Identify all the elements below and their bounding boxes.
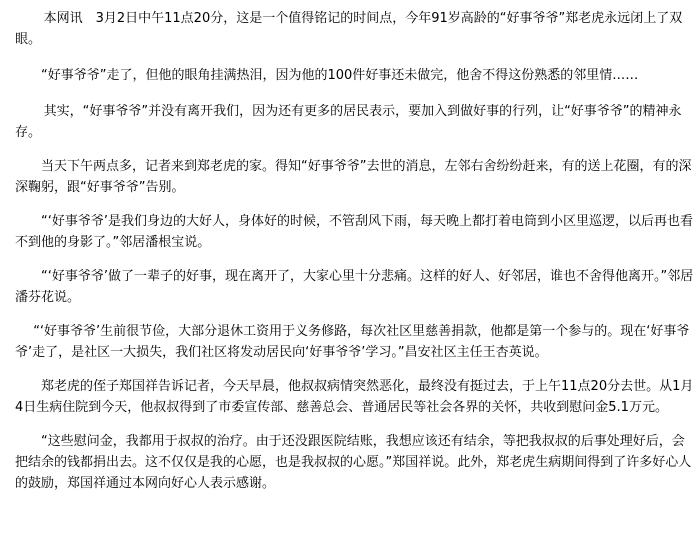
paragraph-6: “‘好事爷爷’做了一辈子的好事，现在离开了，大家心里十分悲痛。这样的好人、好邻居，谁也不舍得他离开。”邻居潘芬花说。	[15, 269, 694, 305]
paragraph-4: 当天下午两点多，记者来到郑老虎的家。得知“好事爷爷”去世的消息，左邻右舍纷纷赶来，有的送上花圈，有的深深鞠躬，跟“好事爷爷”告别。	[15, 159, 692, 195]
paragraph-2: “好事爷爷”走了，但他的眼角挂满热泪，因为他的100件好事还未做完，他舍不得这份熟悉的邻里情……	[41, 68, 639, 83]
paragraph-7: “‘好事爷爷’生前很节俭，大部分退休工资用于义务修路，每次社区里慈善捐款，他都是第一个参与的。现在‘好事爷爷’走了，是社区一大损失，我们社区将发动居民向‘好事爷爷’学习。”昌安社区主任王杏英说。	[15, 324, 690, 360]
paragraph-3: 其实，“好事爷爷”并没有离开我们，因为还有更多的居民表示，要加入到做好事的行列，让“好事爷爷”的精神永存。	[15, 104, 682, 140]
paragraph-5: “‘好事爷爷’是我们身边的大好人，身体好的时候，不管刮风下雨，每天晚上都打着电筒到小区里巡逻，以后再也看不到他的身影了。”邻居潘根宝说。	[15, 214, 694, 250]
paragraph-lead: 本网讯 3月2日中午11点20分，这是一个值得铭记的时间点，今年91岁高龄的“好事爷爷”郑老虎永远闭上了双眼。	[15, 11, 683, 47]
paragraph-8: 郑老虎的侄子郑国祥告诉记者，今天早晨，他叔叔病情突然恶化，最终没有挺过去，于上午11点20分去世。从1月4日生病住院到今天，他叔叔得到了市委宣传部、慈善总会、普通居民等社会各界的关怀，共收到慰问金5.1万元。	[15, 379, 694, 415]
paragraph-9: “这些慰问金，我都用于叔叔的治疗。由于还没跟医院结账，我想应该还有结余，等把我叔叔的后事处理好后，会把结余的钱都捐出去。这不仅仅是我的心愿，也是我叔叔的心愿。”郑国祥说。此外，郑老虎生病期间得到了许多好心人的鼓励，郑国祥通过本网向好心人表示感谢。	[15, 434, 692, 491]
article-body	[15, 8, 695, 494]
